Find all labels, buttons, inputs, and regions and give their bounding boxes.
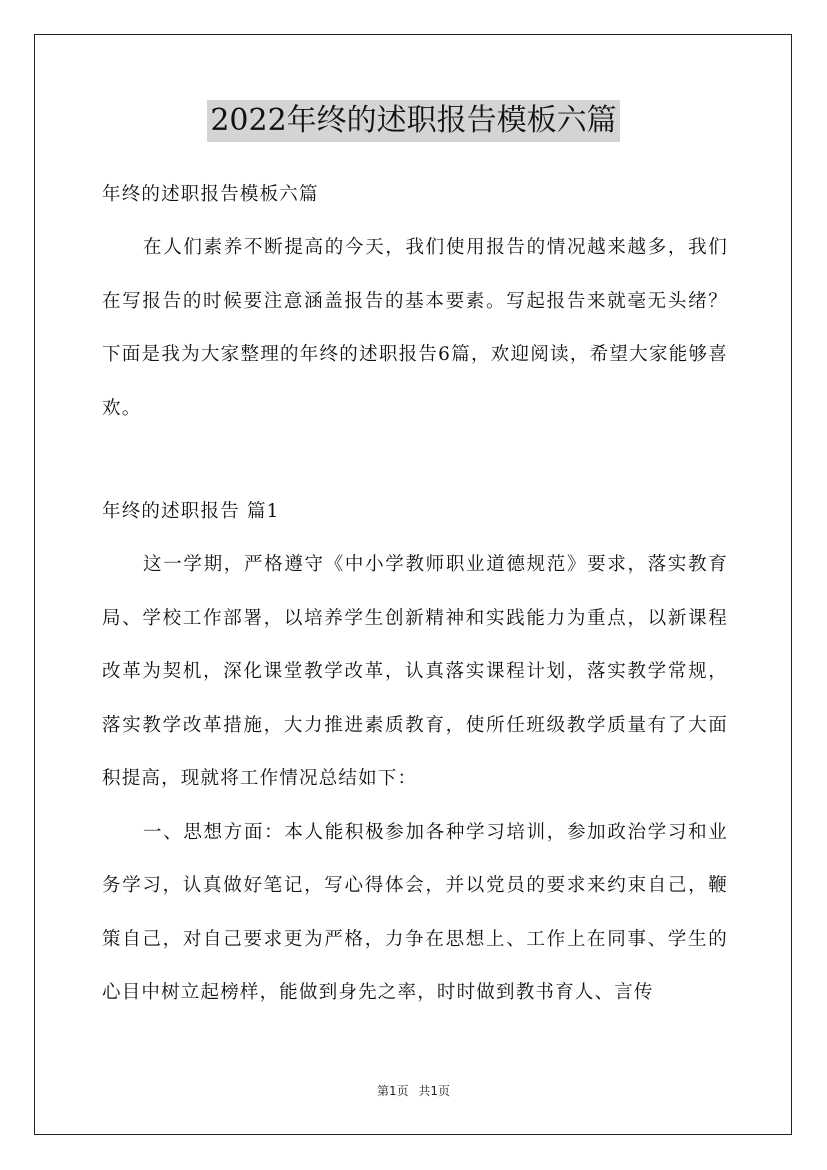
body-paragraph: 一、思想方面：本人能积极参加各种学习培训，参加政治学习和业务学习，认真做好笔记，写心得体会，并以党员的要求来约束自己，鞭策自己，对自己要求更为严格，力争在思想上、工作上在同事、学生的心目中树立起榜样，能做到身先之率，时时做到教书育人、言传 — [102, 821, 728, 1003]
document-title: 2022年终的述职报告模板六篇 — [207, 100, 619, 142]
page-number: 第1页 — [376, 1084, 409, 1098]
subtitle: 年终的述职报告模板六篇 — [102, 184, 319, 205]
page-footer — [0, 1082, 827, 1099]
section-gap — [102, 435, 728, 485]
section-heading: 年终的述职报告 篇1 — [102, 501, 280, 522]
body-paragraph: 这一学期，严格遵守《中小学教师职业道德规范》要求，落实教育局、学校工作部署，以培养学生创新精神和实践能力为重点，以新课程改革为契机，深化课堂教学改革，认真落实课程计划，落实教学常规，落实教学改革措施，大力推进素质教育，使所任班级教学质量有了大面积提高，现就将工作情况总结如下： — [102, 554, 728, 789]
document-body — [102, 168, 728, 1020]
title-container — [0, 100, 827, 142]
page-total: 共1页 — [418, 1084, 451, 1098]
intro-paragraph: 在人们素养不断提高的今天，我们使用报告的情况越来越多，我们在写报告的时候要注意涵盖报告的基本要素。写起报告来就毫无头绪？下面是我为大家整理的年终的述职报告6篇，欢迎阅读，希望大家能够喜欢。 — [102, 237, 728, 419]
